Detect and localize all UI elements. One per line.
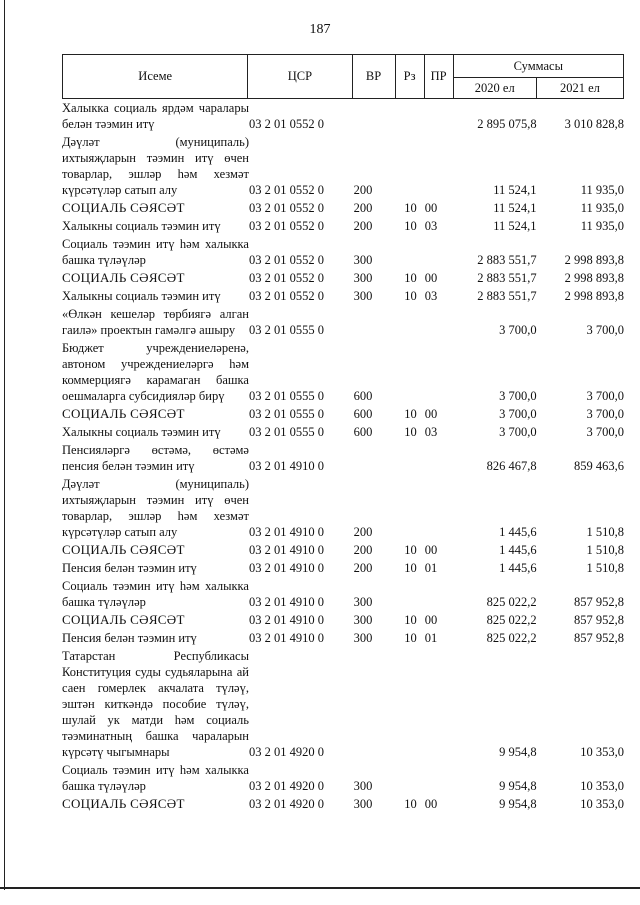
header-year-2020: 2020 ел [453, 78, 536, 99]
row-name: СОЦИАЛЬ СӘЯСӘТ [62, 270, 185, 285]
row-sum-2020: 1 445,6 [499, 543, 537, 557]
row-sum-2020: 825 022,2 [486, 631, 537, 645]
row-sum-2020: 3 700,0 [499, 323, 537, 337]
table-row [62, 612, 624, 630]
row-vr: 300 [353, 253, 373, 267]
row-sum-2021: 11 935,0 [580, 183, 624, 197]
row-vr: 300 [353, 631, 373, 645]
row-rz [396, 476, 424, 542]
row-csr: 03 2 01 4910 0 [248, 561, 324, 575]
row-vr: 300 [353, 779, 373, 793]
row-csr: 03 2 01 4920 0 [248, 779, 324, 793]
row-rz: 10 [404, 289, 417, 303]
row-name: Социаль тәэмин итү һәм халыкка башка түләүләр [62, 763, 249, 793]
table-row [62, 442, 624, 476]
table-row [62, 560, 624, 578]
row-rz [396, 762, 424, 796]
row-pr: 00 [424, 613, 438, 627]
row-rz: 10 [404, 797, 417, 811]
row-csr: 03 2 01 0552 0 [248, 117, 324, 131]
row-sum-2020: 2 883 551,7 [477, 271, 537, 285]
row-vr: 300 [353, 613, 373, 627]
row-sum-2021: 11 935,0 [580, 201, 624, 215]
row-csr: 03 2 01 0552 0 [248, 289, 324, 303]
row-vr: 200 [353, 219, 373, 233]
row-sum-2020: 11 524,1 [493, 219, 537, 233]
header-vr: ВР [352, 55, 395, 99]
row-name: Халыкны социаль тәэмин итү [62, 289, 221, 303]
row-sum-2021: 3 700,0 [586, 323, 624, 337]
table-row [62, 340, 624, 406]
row-pr: 03 [424, 425, 438, 439]
row-name: Социаль тәэмин итү һәм халыкка башка түләүләр [62, 237, 249, 267]
row-csr: 03 2 01 0552 0 [248, 253, 324, 267]
row-sum-2021: 11 935,0 [580, 219, 624, 233]
row-pr: 01 [424, 561, 438, 575]
row-sum-2021: 1 510,8 [586, 525, 624, 539]
row-sum-2020: 9 954,8 [499, 797, 537, 811]
header-year-2021: 2021 ел [536, 78, 623, 99]
row-vr: 300 [353, 797, 373, 811]
row-rz [396, 578, 424, 612]
row-sum-2021: 10 353,0 [580, 797, 624, 811]
row-sum-2020: 11 524,1 [493, 201, 537, 215]
row-vr: 600 [353, 407, 373, 421]
row-pr [425, 100, 453, 134]
row-sum-2021: 857 952,8 [574, 595, 624, 609]
row-pr [425, 648, 453, 762]
row-sum-2021: 2 998 893,8 [564, 271, 624, 285]
row-csr: 03 2 01 4920 0 [248, 797, 324, 811]
row-sum-2021: 1 510,8 [586, 543, 624, 557]
row-sum-2020: 9 954,8 [499, 745, 537, 759]
row-name: СОЦИАЛЬ СӘЯСӘТ [62, 796, 185, 811]
row-vr: 300 [353, 271, 373, 285]
row-vr: 200 [353, 183, 373, 197]
row-sum-2020: 11 524,1 [493, 183, 537, 197]
row-rz: 10 [404, 631, 417, 645]
row-sum-2020: 3 700,0 [499, 425, 537, 439]
row-sum-2021: 3 700,0 [586, 407, 624, 421]
row-vr: 300 [353, 289, 373, 303]
row-pr: 00 [424, 543, 438, 557]
table-row [62, 796, 624, 814]
row-rz: 10 [404, 613, 417, 627]
table-row [62, 648, 624, 762]
row-sum-2020: 9 954,8 [499, 779, 537, 793]
row-csr: 03 2 01 0555 0 [248, 389, 324, 403]
row-sum-2021: 1 510,8 [586, 561, 624, 575]
row-sum-2020: 3 700,0 [499, 389, 537, 403]
row-csr: 03 2 01 4910 0 [248, 595, 324, 609]
row-pr [425, 340, 453, 406]
row-pr [425, 442, 453, 476]
row-sum-2020: 1 445,6 [499, 525, 537, 539]
row-pr: 00 [424, 797, 438, 811]
row-sum-2021: 2 998 893,8 [564, 253, 624, 267]
row-pr: 00 [424, 407, 438, 421]
table-row [62, 100, 624, 134]
table-row [62, 134, 624, 200]
row-csr: 03 2 01 4910 0 [248, 613, 324, 627]
row-pr [425, 306, 453, 340]
row-name: Дәүләт (муниципаль) ихтыяҗларын тәэмин итү өчен товарлар, эшләр һәм хезмәт күрсәтүләр сатып алу [62, 477, 249, 539]
budget-table [62, 100, 624, 814]
row-csr: 03 2 01 0552 0 [248, 183, 324, 197]
row-pr [425, 578, 453, 612]
row-rz [396, 306, 424, 340]
row-vr [354, 442, 397, 476]
scan-bottom-edge [0, 887, 640, 889]
row-csr: 03 2 01 0555 0 [248, 425, 324, 439]
row-sum-2021: 2 998 893,8 [564, 289, 624, 303]
table-row [62, 306, 624, 340]
row-vr [354, 306, 397, 340]
table-row [62, 288, 624, 306]
row-name: Пенсия белән тәэмин итү [62, 631, 197, 645]
table-row [62, 200, 624, 218]
row-sum-2021: 859 463,6 [574, 459, 624, 473]
row-sum-2021: 857 952,8 [574, 631, 624, 645]
table-header [62, 54, 624, 99]
row-rz: 10 [404, 271, 417, 285]
row-pr: 01 [424, 631, 438, 645]
row-rz: 10 [404, 561, 417, 575]
row-csr: 03 2 01 0555 0 [248, 323, 324, 337]
row-pr [425, 762, 453, 796]
row-vr: 200 [353, 543, 373, 557]
table-row [62, 578, 624, 612]
row-vr: 600 [353, 425, 373, 439]
row-sum-2021: 3 700,0 [586, 425, 624, 439]
header-rz: Рз [395, 55, 424, 99]
row-csr: 03 2 01 0552 0 [248, 271, 324, 285]
table-row [62, 270, 624, 288]
row-csr: 03 2 01 4910 0 [248, 459, 324, 473]
row-vr [354, 100, 397, 134]
table-row [62, 406, 624, 424]
row-vr: 600 [353, 389, 373, 403]
row-rz: 10 [404, 219, 417, 233]
table-row [62, 762, 624, 796]
header-pr: ПР [424, 55, 453, 99]
table-row [62, 236, 624, 270]
row-name: Бюджет учреждениеләренә, автоном учреждениеләргә һәм коммерциягә карамаган башка оешмаларга субсидияләр бирү [62, 341, 249, 403]
row-vr: 200 [353, 561, 373, 575]
row-name: СОЦИАЛЬ СӘЯСӘТ [62, 406, 185, 421]
row-sum-2020: 3 700,0 [499, 407, 537, 421]
row-pr [425, 134, 453, 200]
row-csr: 03 2 01 4910 0 [248, 543, 324, 557]
row-rz: 10 [404, 201, 417, 215]
row-name: Пенсияләргә өстәмә, өстәмә пенсия белән тәэмин итү [62, 443, 249, 473]
page-number: 187 [309, 22, 331, 37]
row-csr: 03 2 01 0552 0 [248, 201, 324, 215]
row-vr [354, 648, 397, 762]
row-csr: 03 2 01 4910 0 [248, 631, 324, 645]
row-csr: 03 2 01 4910 0 [248, 525, 324, 539]
header-name: Исеме [63, 55, 248, 99]
row-pr [425, 476, 453, 542]
table-row [62, 424, 624, 442]
row-name: СОЦИАЛЬ СӘЯСӘТ [62, 200, 185, 215]
table-row [62, 476, 624, 542]
budget-rows [62, 100, 624, 814]
row-sum-2020: 1 445,6 [499, 561, 537, 575]
table-row [62, 218, 624, 236]
row-name: Татарстан Республикасы Конституция суды судьяларына ай саен гомерлек акчалата түләү, эштән киткәндә пособие түләү, шулай ук матди һәм социаль тәэминатның башка чараларын күрсәтү чыгымнары [62, 649, 249, 759]
table-row [62, 630, 624, 648]
row-sum-2020: 825 022,2 [486, 595, 537, 609]
row-rz [396, 134, 424, 200]
row-sum-2021: 3 700,0 [586, 389, 624, 403]
header-sums: Суммасы [453, 55, 623, 78]
row-name: Халыкны социаль тәэмин итү [62, 219, 221, 233]
row-pr [425, 236, 453, 270]
row-sum-2020: 2 883 551,7 [477, 253, 537, 267]
row-pr: 00 [424, 271, 438, 285]
header-csr: ЦСР [248, 55, 352, 99]
row-name: «Өлкән кешеләр төрбиягә алган гаилә» проектын гамәлгә ашыру [62, 307, 249, 337]
row-sum-2021: 3 010 828,8 [564, 117, 624, 131]
row-rz [396, 100, 424, 134]
row-pr: 03 [424, 219, 438, 233]
row-csr: 03 2 01 0552 0 [248, 219, 324, 233]
row-name: СОЦИАЛЬ СӘЯСӘТ [62, 542, 185, 557]
row-rz [396, 442, 424, 476]
row-sum-2020: 2 895 075,8 [477, 117, 537, 131]
row-vr: 200 [353, 525, 373, 539]
row-rz: 10 [404, 543, 417, 557]
row-name: Социаль тәэмин итү һәм халыкка башка түләүләр [62, 579, 249, 609]
row-sum-2020: 2 883 551,7 [477, 289, 537, 303]
scan-left-edge [4, 0, 5, 890]
row-sum-2020: 826 467,8 [486, 459, 537, 473]
row-rz: 10 [404, 425, 417, 439]
table-row [62, 542, 624, 560]
row-sum-2020: 825 022,2 [486, 613, 537, 627]
row-rz [396, 236, 424, 270]
row-sum-2021: 857 952,8 [574, 613, 624, 627]
row-rz [396, 648, 424, 762]
row-name: Дәүләт (муниципаль) ихтыяҗларын тәэмин итү өчен товарлар, эшләр һәм хезмәт күрсәтүләр сатып алу [62, 135, 249, 197]
row-rz: 10 [404, 407, 417, 421]
row-vr: 300 [353, 595, 373, 609]
row-sum-2021: 10 353,0 [580, 745, 624, 759]
row-csr: 03 2 01 4920 0 [248, 745, 324, 759]
row-sum-2021: 10 353,0 [580, 779, 624, 793]
row-rz [396, 340, 424, 406]
row-name: Халыкны социаль тәэмин итү [62, 425, 221, 439]
row-name: Пенсия белән тәэмин итү [62, 561, 197, 575]
row-name: СОЦИАЛЬ СӘЯСӘТ [62, 612, 185, 627]
row-pr: 03 [424, 289, 438, 303]
row-vr: 200 [353, 201, 373, 215]
row-pr: 00 [424, 201, 438, 215]
row-csr: 03 2 01 0555 0 [248, 407, 324, 421]
row-name: Халыкка социаль ярдәм чаралары белән тәэмин итү [62, 101, 249, 131]
